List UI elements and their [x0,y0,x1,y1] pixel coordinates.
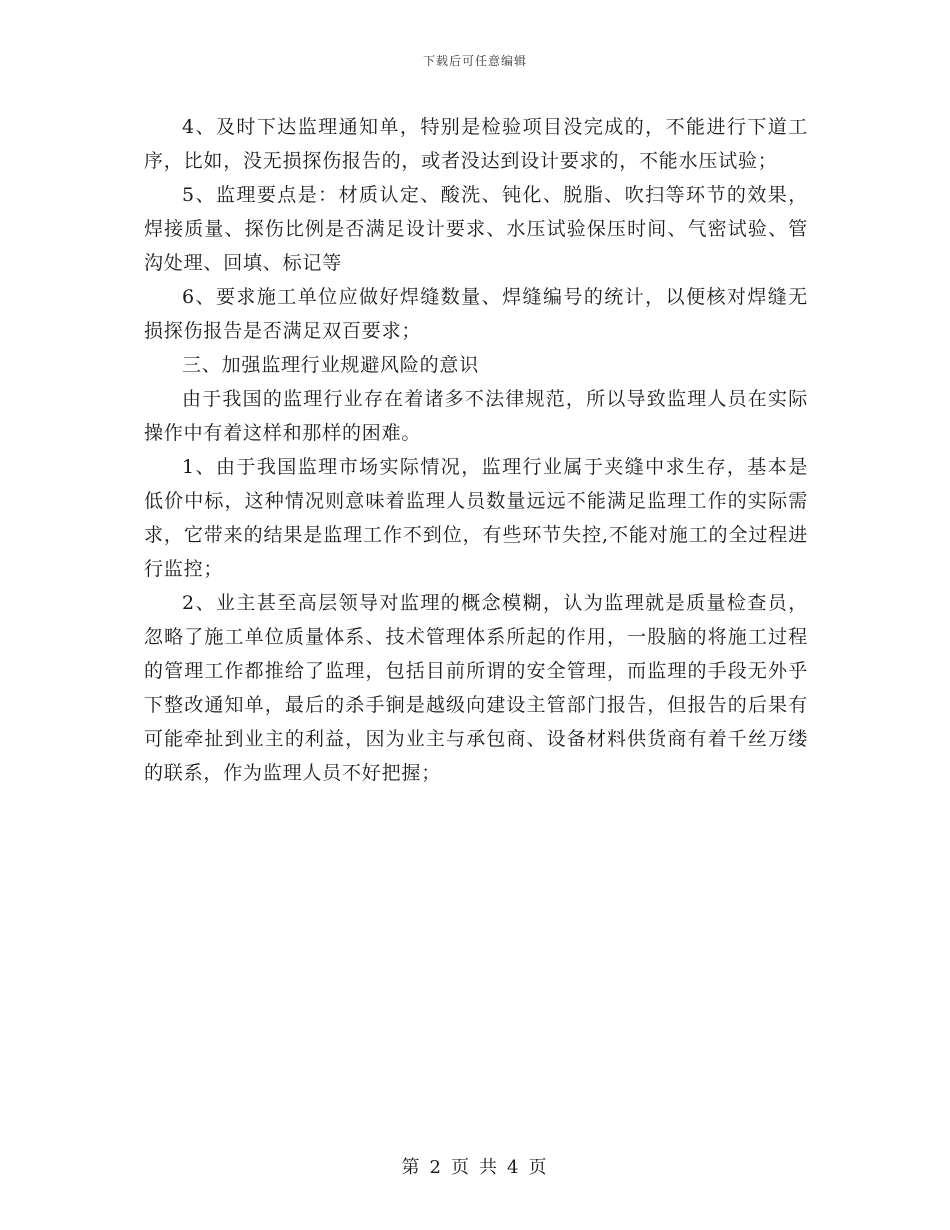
footer-suffix: 页 [528,1157,549,1178]
footer-page-word: 页 [451,1157,471,1178]
document-body [144,110,808,790]
current-page-number: 2 [429,1157,443,1178]
page-header: 下载后可任意编辑 [422,54,527,68]
footer-total-word: 共 [479,1157,499,1178]
total-pages-number: 4 [507,1157,521,1178]
paragraph-risk-2: 2、业主甚至高层领导对监理的概念模糊，认为监理就是质量检查员，忽略了施工单位质量体系、技术管理体系所起的作用，一股脑的将施工过程的管理工作都推给了监理，包括目前所谓的安全管理，而监理的手段无外乎下整改通知单，最后的杀手锏是越级向建设主管部门报告，但报告的后果有可能牵扯到业主的利益，因为业主与承包商、设备材料供货商有着千丝万缕的联系，作为监理人员不好把握； [144,592,808,784]
page-footer [0,1153,950,1179]
paragraph-risk-1: 1、由于我国监理市场实际情况，监理行业属于夹缝中求生存，基本是低价中标，这种情况则意味着监理人员数量远远不能满足监理工作的实际需求，它带来的结果是监理工作不到位，有些环节失控,不能对施工的全过程进行监控； [144,456,808,580]
paragraph-intro: 由于我国的监理行业存在着诸多不法律规范，所以导致监理人员在实际操作中有着这样和那样的困难。 [144,388,808,444]
paragraph-item-5: 5、监理要点是：材质认定、酸洗、钝化、脱脂、吹扫等环节的效果，焊接质量、探伤比例是否满足设计要求、水压试验保压时间、气密试验、管沟处理、回填、标记等 [144,184,808,274]
paragraph-item-4: 4、及时下达监理通知单，特别是检验项目没完成的，不能进行下道工序，比如，没无损探伤报告的，或者没达到设计要求的，不能水压试验； [144,116,808,172]
paragraph-item-6: 6、要求施工单位应做好焊缝数量、焊缝编号的统计，以便核对焊缝无损探伤报告是否满足双百要求； [144,286,808,342]
section-heading: 三、加强监理行业规避风险的意识 [182,354,480,376]
footer-prefix: 第 [401,1157,422,1178]
